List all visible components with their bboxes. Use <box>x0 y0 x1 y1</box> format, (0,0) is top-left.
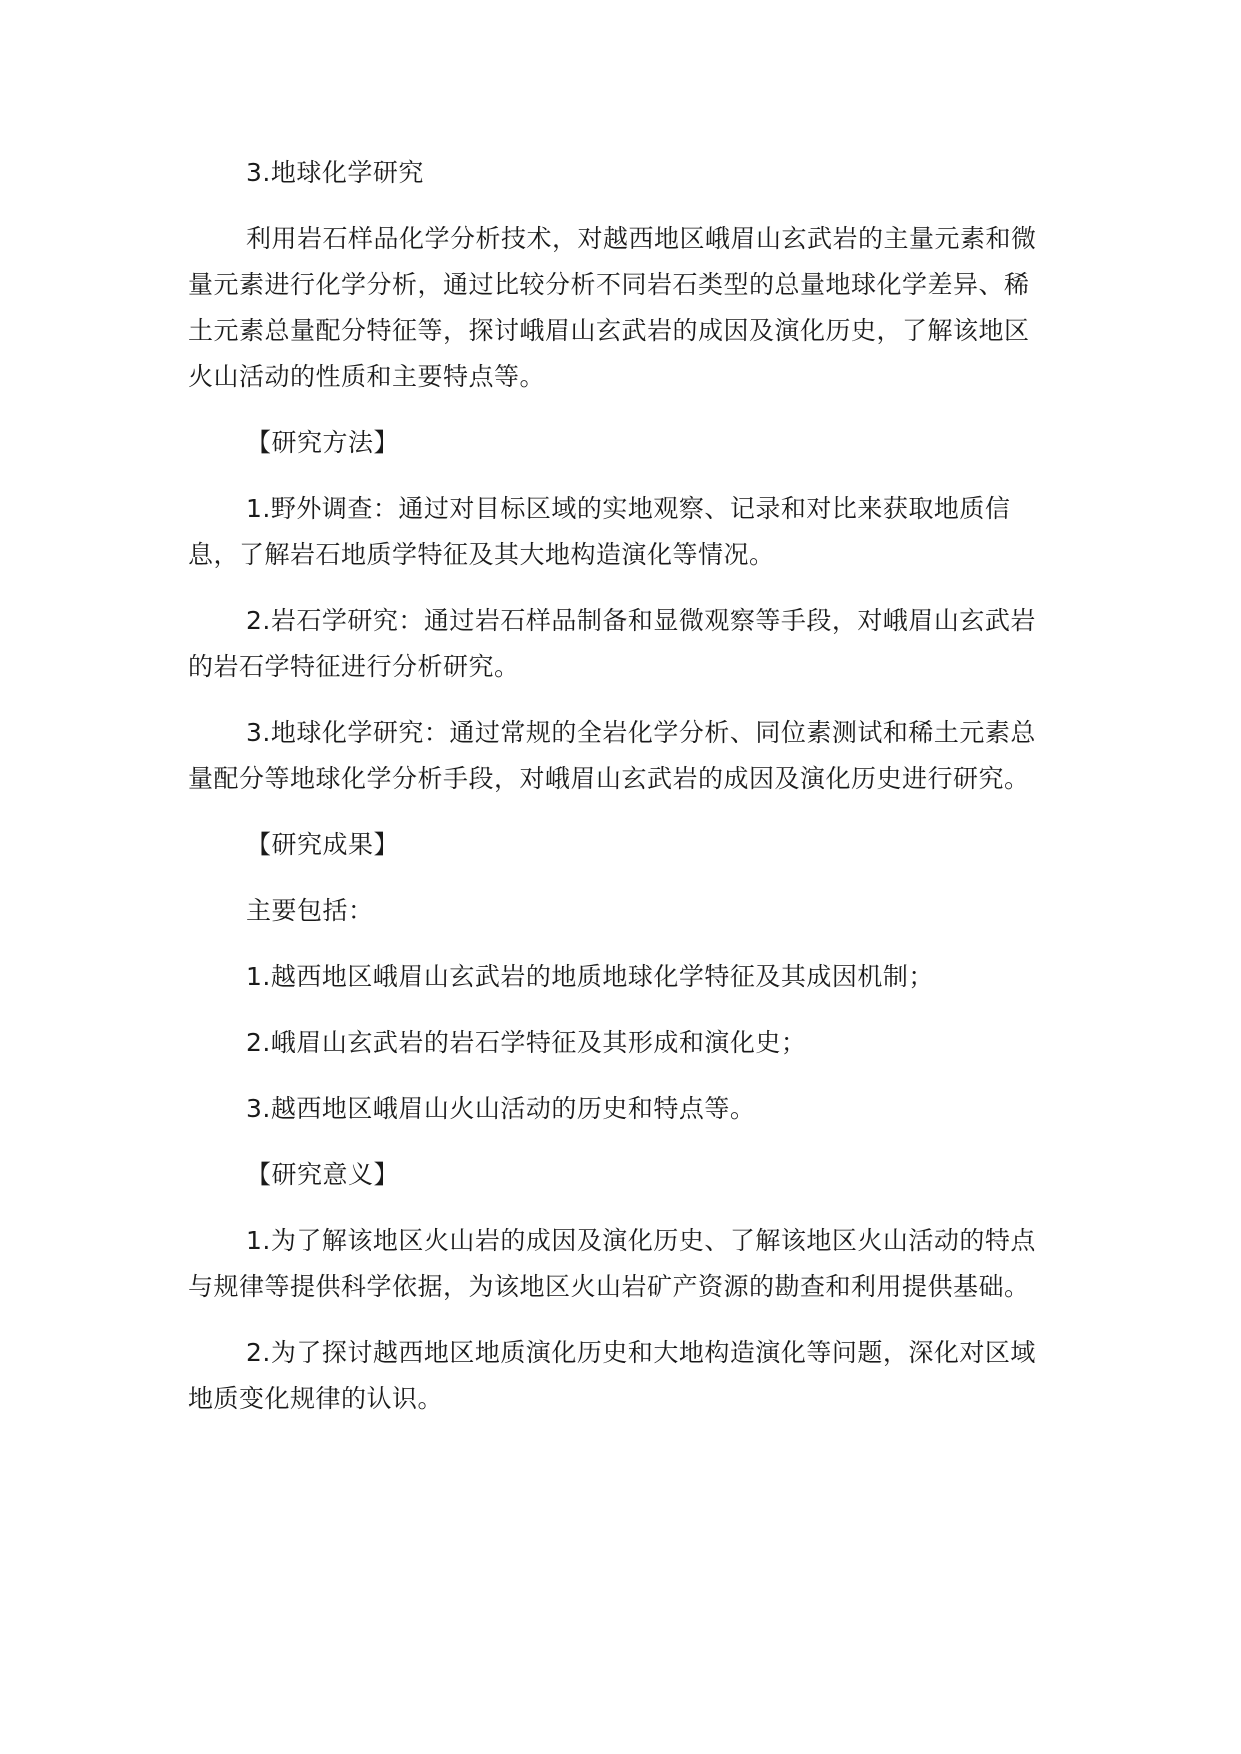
section-heading-geochemistry: 3.地球化学研究 <box>246 158 424 187</box>
paragraph-method-field-survey: 1.野外调查：通过对目标区域的实地观察、记录和对比来获取地质信息，了解岩石地质学特征及其大地构造演化等情况。 <box>188 494 1011 569</box>
paragraph-result-2: 2.峨眉山玄武岩的岩石学特征及其形成和演化史； <box>246 1028 807 1057</box>
paragraph-result-1: 1.越西地区峨眉山玄武岩的地质地球化学特征及其成因机制； <box>246 962 934 991</box>
section-heading-results: 【研究成果】 <box>246 830 400 859</box>
paragraph-results-intro: 主要包括： <box>246 896 374 925</box>
paragraph-method-geochemistry: 3.地球化学研究：通过常规的全岩化学分析、同位素测试和稀土元素总量配分等地球化学分析手段，对峨眉山玄武岩的成因及演化历史进行研究。 <box>188 718 1036 793</box>
paragraph-significance-2: 2.为了探讨越西地区地质演化历史和大地构造演化等问题，深化对区域地质变化规律的认识。 <box>188 1338 1036 1413</box>
section-heading-significance: 【研究意义】 <box>246 1160 400 1189</box>
paragraph-geochemistry-description: 利用岩石样品化学分析技术，对越西地区峨眉山玄武岩的主量元素和微量元素进行化学分析，通过比较分析不同岩石类型的总量地球化学差异、稀土元素总量配分特征等，探讨峨眉山玄武岩的成因及演化历史，了解该地区火山活动的性质和主要特点等。 <box>188 224 1037 391</box>
paragraph-result-3: 3.越西地区峨眉山火山活动的历史和特点等。 <box>246 1094 756 1123</box>
paragraph-significance-1: 1.为了解该地区火山岩的成因及演化历史、了解该地区火山活动的特点与规律等提供科学依据，为该地区火山岩矿产资源的勘查和利用提供基础。 <box>188 1226 1036 1301</box>
section-heading-methods: 【研究方法】 <box>246 428 400 457</box>
paragraph-method-petrology: 2.岩石学研究：通过岩石样品制备和显微观察等手段，对峨眉山玄武岩的岩石学特征进行分析研究。 <box>188 606 1036 681</box>
document-body <box>188 150 1050 1442</box>
